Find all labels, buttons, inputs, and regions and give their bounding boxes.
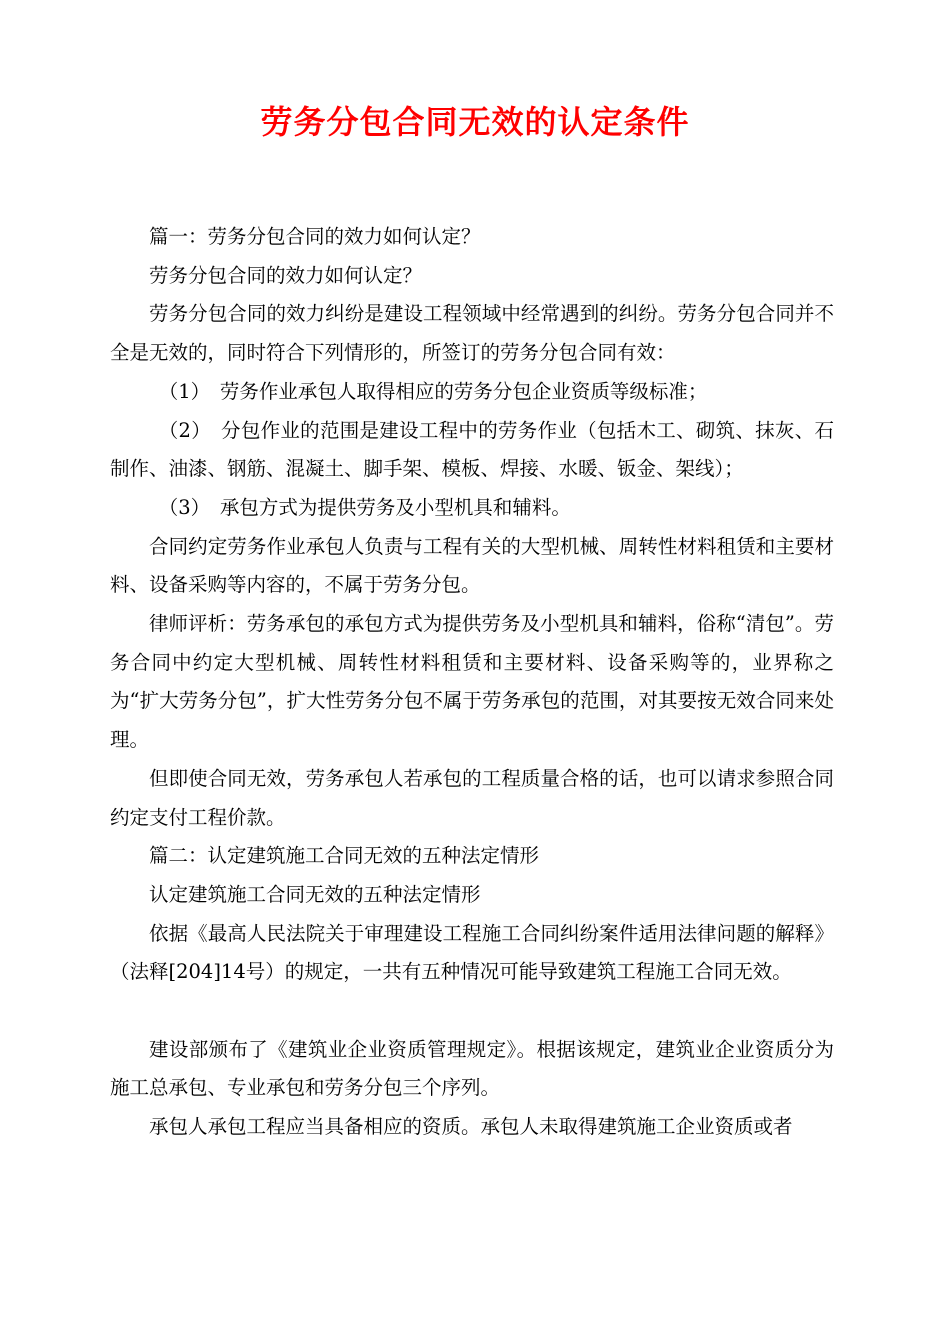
list-item-condition-1: （1） 劳务作业承包人取得相应的劳务分包企业资质等级标准； [158,379,708,403]
paragraph-section1-heading: 篇一：劳务分包合同的效力如何认定？ [149,225,481,248]
paragraph-qualification-rules: 建设部颁布了《建筑业企业资质管理规定》。根据该规定，建筑业企业资质分为施工总承包、专业承包和劳务分包三个序列。 [110,1037,834,1100]
paragraph-lawyer-comment: 律师评析：劳务承包的承包方式为提供劳务及小型机具和辅料，俗称“清包”。劳务合同中约定大型机械、周转性材料租赁和主要材料、设备采购等的，业界称之为“扩大劳务分包”，扩大性劳务分包不属于劳务承包的范围，对其要按无效合同来处理。 [110,612,834,752]
paragraph-judicial-interpretation: 依据《最高人民法院关于审理建设工程施工合同纠纷案件适用法律问题的解释》（法释[204]14号）的规定，一共有五种情况可能导致建筑工程施工合同无效。 [110,921,834,984]
paragraph-not-labor-subcontract: 合同约定劳务作业承包人负责与工程有关的大型机械、周转性材料租赁和主要材料、设备采购等内容的，不属于劳务分包。 [110,534,834,597]
paragraph-section1-subheading: 劳务分包合同的效力如何认定？ [149,263,423,287]
document-body [110,218,854,1147]
list-item-condition-2: （2） 分包作业的范围是建设工程中的劳务作业（包括木工、砌筑、抹灰、石 制作、油漆、钢筋、混凝土、脚手架、模板、焊接、水暖、钣金、架线）； [110,418,854,481]
paragraph-spacer [110,992,834,1031]
paragraph-payment-claim: 但即使合同无效，劳务承包人若承包的工程质量合格的话，也可以请求参照合同约定支付工程价款。 [110,766,834,829]
paragraph-validity-intro: 劳务分包合同的效力纠纷是建设工程领域中经常遇到的纠纷。劳务分包合同并不全是无效的，同时符合下列情形的，所签订的劳务分包合同有效： [110,302,834,365]
paragraph-contractor-qualification: 承包人承包工程应当具备相应的资质。承包人未取得建筑施工企业资质或者 [149,1115,793,1139]
paragraph-section2-subheading: 认定建筑施工合同无效的五种法定情形 [149,882,481,906]
paragraph-section2-heading: 篇二：认定建筑施工合同无效的五种法定情形 [149,844,540,868]
document-title: 劳务分包合同无效的认定条件 [260,103,690,141]
list-item-condition-3: （3） 承包方式为提供劳务及小型机具和辅料。 [158,495,571,519]
